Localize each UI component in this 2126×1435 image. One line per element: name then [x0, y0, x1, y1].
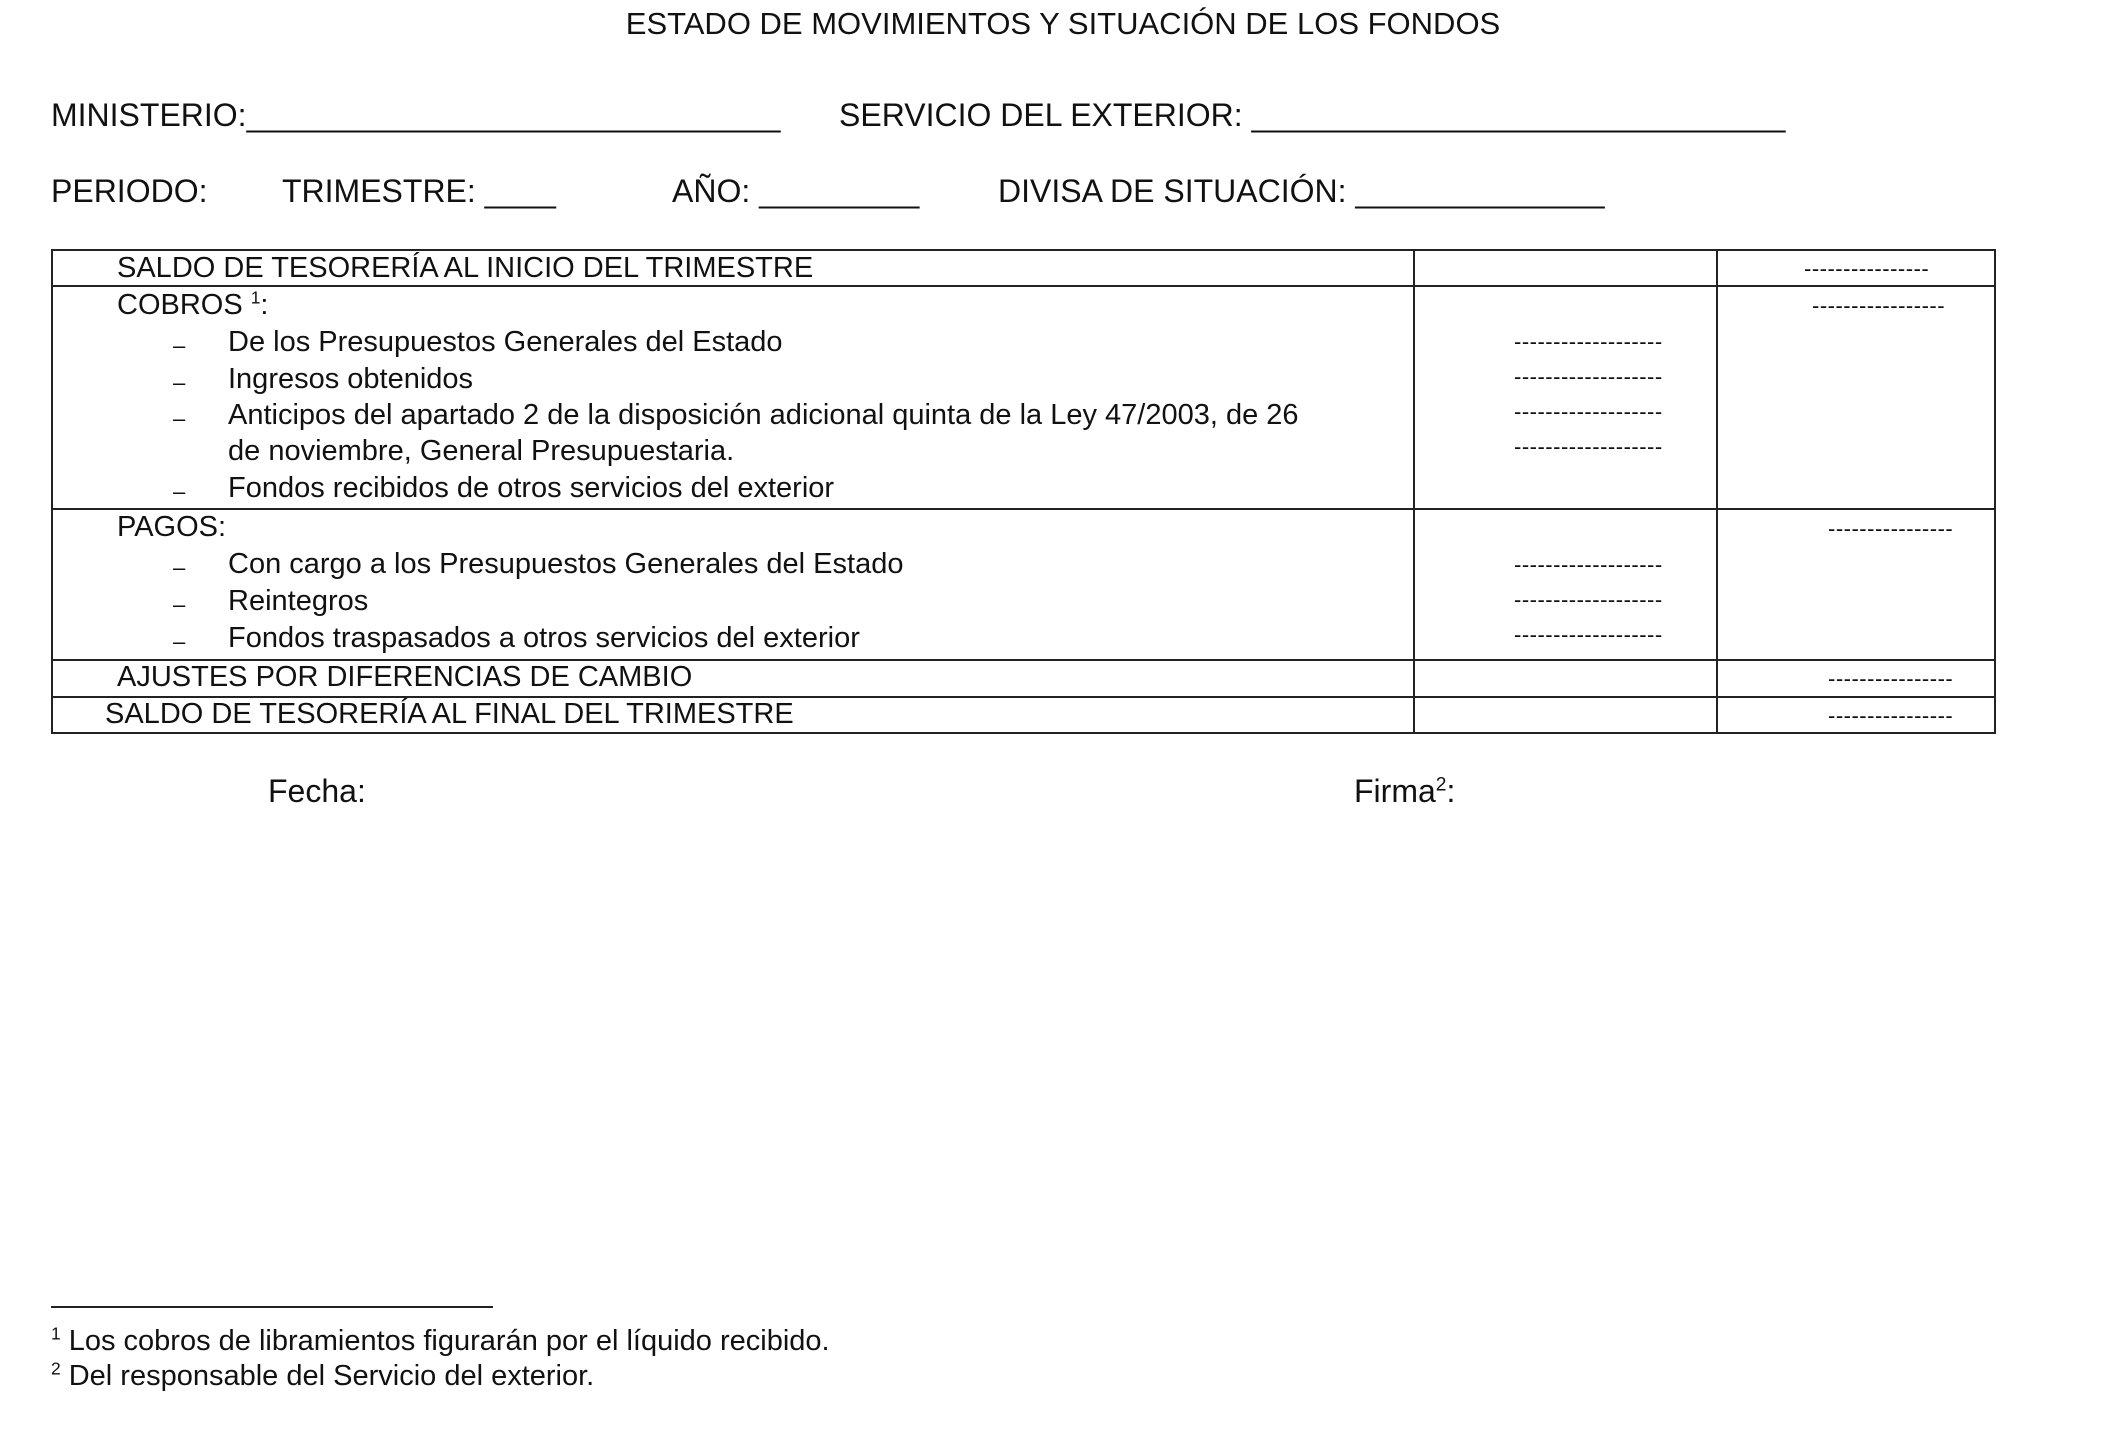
footnote-separator: [51, 1306, 493, 1308]
divisa-field: [998, 173, 1605, 210]
amount-pagos-item[interactable]: -------------------: [1514, 552, 1663, 577]
ministerio-field: [51, 97, 780, 134]
row-pagos: PAGOS:: [117, 511, 227, 543]
cobros-colon: :: [260, 289, 269, 321]
table-border-left: [51, 249, 53, 734]
servicio-label: SERVICIO DEL EXTERIOR:: [839, 97, 1243, 133]
pagos-item: Con cargo a los Presupuestos Generales del Estado: [228, 548, 904, 580]
table-rule: [51, 285, 1996, 287]
bullet-marker: –: [173, 333, 186, 358]
cobros-item: De los Presupuestos Generales del Estado: [228, 326, 783, 358]
servicio-blank[interactable]: ______________________________: [1251, 97, 1786, 133]
table-rule: [51, 508, 1996, 510]
divisa-label: DIVISA DE SITUACIÓN:: [998, 173, 1347, 209]
document-title: ESTADO DE MOVIMIENTOS Y SITUACIÓN DE LOS FONDOS: [625, 6, 1501, 41]
amount-saldo-final[interactable]: ----------------: [1828, 703, 1954, 728]
anio-blank[interactable]: _________: [759, 173, 920, 209]
amount-cobros-item[interactable]: -------------------: [1514, 399, 1663, 424]
amount-cobros-item[interactable]: -------------------: [1514, 364, 1663, 389]
bullet-marker: –: [173, 555, 186, 580]
table-column-divider: [1413, 249, 1415, 734]
ministerio-label: MINISTERIO:: [51, 97, 247, 133]
cobros-item-continuation: de noviembre, General Presupuestaria.: [228, 435, 735, 467]
amount-saldo-inicio[interactable]: ----------------: [1804, 256, 1930, 281]
amount-pagos-item[interactable]: -------------------: [1514, 587, 1663, 612]
anio-label: AÑO:: [672, 173, 751, 209]
firma-footnote-mark: 2: [1435, 774, 1447, 796]
firma-label: Firma: [1354, 773, 1436, 809]
amount-cobros-item[interactable]: -------------------: [1514, 329, 1663, 354]
cobros-item: Ingresos obtenidos: [228, 363, 474, 395]
pagos-item: Fondos traspasados a otros servicios del exterior: [228, 622, 860, 654]
trimestre-label: TRIMESTRE:: [282, 173, 476, 209]
table-border-right: [1994, 249, 1996, 734]
row-saldo-final: SALDO DE TESORERÍA AL FINAL DEL TRIMESTRE: [105, 698, 794, 730]
row-saldo-inicio: SALDO DE TESORERÍA AL INICIO DEL TRIMESTRE: [117, 252, 814, 284]
funds-table: [51, 249, 1996, 734]
pagos-item: Reintegros: [228, 585, 369, 617]
table-border-bottom: [51, 732, 1996, 734]
cobros-item: Anticipos del apartado 2 de la disposición adicional quinta de la Ley 47/2003, de 26: [228, 399, 1299, 431]
bullet-marker: –: [173, 592, 186, 617]
row-cobros: [117, 289, 268, 322]
amount-cobros-total[interactable]: -----------------: [1812, 293, 1946, 318]
footnote-text: Del responsable del Servicio del exterior.: [68, 1360, 595, 1392]
fecha-label: Fecha:: [268, 773, 366, 809]
trimestre-blank[interactable]: ____: [484, 173, 556, 209]
amount-pagos-total[interactable]: ----------------: [1828, 516, 1954, 541]
ministerio-blank[interactable]: ______________________________: [246, 97, 781, 133]
bullet-marker: –: [173, 406, 186, 431]
bullet-marker: –: [173, 370, 186, 395]
anio-field: [672, 173, 919, 210]
footnote-text: Los cobros de libramientos figurarán por el líquido recibido.: [68, 1325, 830, 1357]
cobros-item: Fondos recibidos de otros servicios del exterior: [228, 472, 835, 504]
bullet-marker: –: [173, 479, 186, 504]
cobros-footnote-mark: 1: [250, 287, 261, 308]
firma-field: [1354, 773, 1455, 810]
servicio-field: [839, 97, 1785, 134]
footnote-mark: 2: [51, 1358, 61, 1379]
amount-ajustes[interactable]: ----------------: [1828, 666, 1954, 691]
table-border-top: [51, 249, 1996, 251]
footnote-2: [51, 1360, 594, 1393]
amount-cobros-item[interactable]: -------------------: [1514, 434, 1663, 459]
periodo-label: PERIODO:: [51, 173, 208, 209]
cobros-label: COBROS: [117, 289, 243, 321]
amount-pagos-item[interactable]: -------------------: [1514, 622, 1663, 647]
footnote-mark: 1: [51, 1323, 61, 1344]
footnote-1: [51, 1325, 830, 1358]
row-ajustes: AJUSTES POR DIFERENCIAS DE CAMBIO: [117, 661, 693, 693]
firma-colon: :: [1446, 773, 1456, 809]
divisa-blank[interactable]: ______________: [1355, 173, 1605, 209]
bullet-marker: –: [173, 629, 186, 654]
table-column-divider: [1716, 249, 1718, 734]
trimestre-field: [282, 173, 556, 210]
